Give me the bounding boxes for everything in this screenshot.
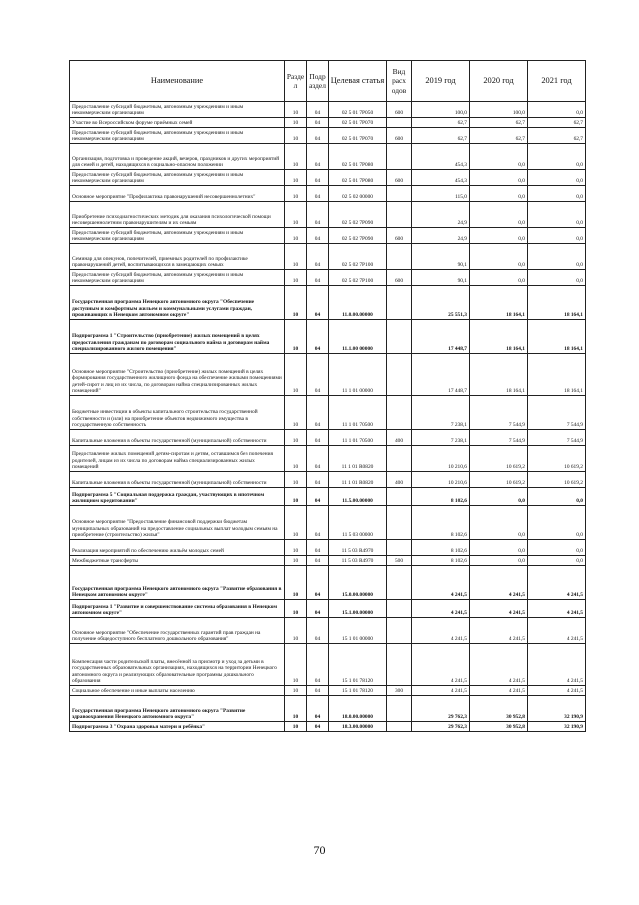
row-2019-cell: 29 762,3 (412, 696, 470, 722)
row-section-cell: 10 (285, 170, 307, 186)
row-expense-type-cell (387, 600, 412, 618)
row-target-article-cell: 02 5 02 7Р090 (329, 228, 387, 244)
row-2020-cell: 0,0 (470, 202, 528, 228)
row-subsection-cell: 04 (307, 644, 329, 686)
row-2021-cell: 32 190,9 (528, 722, 586, 732)
row-section-cell: 10 (285, 144, 307, 170)
row-target-article-cell: 11 1 01 70500 (329, 430, 387, 446)
row-target-article-cell: 11 5 03 00000 (329, 506, 387, 540)
row-name-cell: Организация, подготовка и проведение акций, вечеров, праздников и других мероприятий для семей и детей, находящихся в социально-опасном положении (70, 144, 285, 170)
row-2021-cell: 10 619,2 (528, 472, 586, 488)
row-2019-cell: 62,7 (412, 128, 470, 144)
row-2020-cell: 4 241,5 (470, 566, 528, 600)
row-target-article-cell: 11 1 01 70500 (329, 396, 387, 430)
row-2019-cell: 8 102,6 (412, 540, 470, 556)
row-2021-cell: 4 241,5 (528, 618, 586, 644)
row-2021-cell: 0,0 (528, 270, 586, 286)
row-target-article-cell: 02 5 02 7Р100 (329, 270, 387, 286)
row-expense-type-cell (387, 354, 412, 396)
row-target-article-cell: 15 1 01 78120 (329, 644, 387, 686)
row-name-cell: Государственная программа Ненецкого автономного округа "Обеспечение доступным и комфортным жильем и коммунальными услугами граждан, проживающих в Ненецком автономном округе" (70, 286, 285, 320)
table-row (70, 228, 586, 244)
row-expense-type-cell (387, 644, 412, 686)
table-row (70, 396, 586, 430)
header-target-article: Целевая статья (329, 61, 387, 102)
row-expense-type-cell (387, 446, 412, 472)
row-2019-cell: 29 762,3 (412, 722, 470, 732)
row-expense-type-cell: 400 (387, 472, 412, 488)
row-2019-cell: 17 448,7 (412, 354, 470, 396)
header-section: Разде л (285, 61, 307, 102)
row-name-cell: Компенсация части родительской платы, внесённой за присмотр и уход за детьми в государственных образовательных организациях, находящихся на территории Ненецкого автономного округа и реализующих образовательные программы дошкольного образования (70, 644, 285, 686)
row-target-article-cell: 18.0.00.00000 (329, 696, 387, 722)
row-name-cell: Предоставление жилых помещений детям-сиротам и детям, оставшимся без попечения родителей, лицам из их числа по договорам найма специализированных жилых помещений (70, 446, 285, 472)
row-target-article-cell: 02 5 02 7Р100 (329, 244, 387, 270)
row-subsection-cell: 04 (307, 540, 329, 556)
row-target-article-cell: 11 5 03 R4970 (329, 556, 387, 566)
row-section-cell: 10 (285, 540, 307, 556)
row-2021-cell: 0,0 (528, 186, 586, 202)
row-name-cell: Подпрограмма 5 "Социальная поддержка граждан, участвующих в ипотечном жилищном кредитовании" (70, 488, 285, 506)
row-target-article-cell: 02 5 02 7Р090 (329, 202, 387, 228)
row-target-article-cell: 11 1 01 R0820 (329, 472, 387, 488)
table-row (70, 102, 586, 118)
row-name-cell: Межбюджетные трансферты (70, 556, 285, 566)
row-name-cell: Подпрограмма 3 "Охрана здоровья матери и ребёнка" (70, 722, 285, 732)
row-name-cell: Участие во Всероссийском форуме приёмных семей (70, 118, 285, 128)
row-section-cell: 10 (285, 186, 307, 202)
row-subsection-cell: 04 (307, 144, 329, 170)
row-expense-type-cell: 500 (387, 556, 412, 566)
row-target-article-cell: 11.5.00.00000 (329, 488, 387, 506)
row-2020-cell: 0,0 (470, 506, 528, 540)
table-row (70, 118, 586, 128)
row-target-article-cell: 18.3.00.00000 (329, 722, 387, 732)
table-row (70, 488, 586, 506)
row-section-cell: 10 (285, 430, 307, 446)
row-2019-cell: 10 210,6 (412, 446, 470, 472)
row-section-cell: 10 (285, 696, 307, 722)
row-expense-type-cell: 300 (387, 686, 412, 696)
row-section-cell: 10 (285, 488, 307, 506)
row-subsection-cell: 04 (307, 170, 329, 186)
row-expense-type-cell: 400 (387, 430, 412, 446)
row-subsection-cell: 04 (307, 506, 329, 540)
row-2021-cell: 4 241,5 (528, 600, 586, 618)
row-2020-cell: 18 164,1 (470, 354, 528, 396)
table-row (70, 170, 586, 186)
header-2019: 2019 год (412, 61, 470, 102)
row-name-cell: Предоставление субсидий бюджетным, автономным учреждениям и иным некоммерческим организациям (70, 228, 285, 244)
row-section-cell: 10 (285, 644, 307, 686)
row-2020-cell: 4 241,5 (470, 618, 528, 644)
row-expense-type-cell (387, 286, 412, 320)
row-expense-type-cell: 600 (387, 128, 412, 144)
row-2021-cell: 18 164,1 (528, 354, 586, 396)
row-2019-cell: 4 241,5 (412, 618, 470, 644)
row-2019-cell: 4 241,5 (412, 600, 470, 618)
row-subsection-cell: 04 (307, 446, 329, 472)
row-2021-cell: 0,0 (528, 556, 586, 566)
row-2020-cell: 0,0 (470, 170, 528, 186)
row-2019-cell: 8 102,6 (412, 488, 470, 506)
row-name-cell: Капитальные вложения в объекты государственной (муниципальной) собственности (70, 430, 285, 446)
table-row (70, 144, 586, 170)
row-expense-type-cell (387, 696, 412, 722)
table-row (70, 286, 586, 320)
row-target-article-cell: 02 5 01 7Р080 (329, 170, 387, 186)
table-row (70, 556, 586, 566)
row-2019-cell: 4 241,5 (412, 686, 470, 696)
row-name-cell: Подпрограмма 1 "Строительство (приобретение) жилых помещений в целях предоставления гражданам по договорам социального найма и договорам найма специализированного жилого помещения" (70, 320, 285, 354)
row-subsection-cell: 04 (307, 228, 329, 244)
row-expense-type-cell (387, 396, 412, 430)
row-2021-cell: 4 241,5 (528, 566, 586, 600)
row-name-cell: Государственная программа Ненецкого автономного округа "Развитие здравоохранения Ненецкого автономного округа" (70, 696, 285, 722)
row-target-article-cell: 15 1 01 00000 (329, 618, 387, 644)
row-target-article-cell: 11 1 01 00000 (329, 354, 387, 396)
row-2020-cell: 4 241,5 (470, 686, 528, 696)
row-2020-cell: 30 952,8 (470, 722, 528, 732)
row-2021-cell: 18 164,1 (528, 286, 586, 320)
row-expense-type-cell (387, 618, 412, 644)
table-row (70, 540, 586, 556)
row-expense-type-cell: 600 (387, 270, 412, 286)
row-name-cell: Семинар для опекунов, попечителей, приемных родителей по профилактике правонарушений детей, воспитывающихся в замещающих семьях (70, 244, 285, 270)
row-name-cell: Бюджетные инвестиции в объекты капитального строительства государственной собственности и (или) на приобретение объектов недвижимого имущества в государственную собственность (70, 396, 285, 430)
row-2020-cell: 0,0 (470, 228, 528, 244)
row-2019-cell: 7 238,1 (412, 396, 470, 430)
row-2020-cell: 7 544,9 (470, 396, 528, 430)
row-2019-cell: 17 448,7 (412, 320, 470, 354)
header-expense-type: Вид расх одов (387, 61, 412, 102)
row-expense-type-cell (387, 506, 412, 540)
row-2020-cell: 0,0 (470, 270, 528, 286)
row-2021-cell: 0,0 (528, 144, 586, 170)
row-section-cell: 10 (285, 286, 307, 320)
row-name-cell: Приобретение психодиагностических методик для оказания психологической помощи несовершеннолетним правонарушителям и их семьям (70, 202, 285, 228)
row-2020-cell: 4 241,5 (470, 644, 528, 686)
row-subsection-cell: 04 (307, 696, 329, 722)
row-2020-cell: 0,0 (470, 144, 528, 170)
row-subsection-cell: 04 (307, 354, 329, 396)
row-target-article-cell: 11 5 03 R4970 (329, 540, 387, 556)
header-name: Наименование (70, 61, 285, 102)
table-row (70, 430, 586, 446)
table-row (70, 244, 586, 270)
row-expense-type-cell (387, 320, 412, 354)
page-number: 70 (313, 843, 326, 857)
table-row (70, 354, 586, 396)
row-2021-cell: 62,7 (528, 118, 586, 128)
row-subsection-cell: 04 (307, 186, 329, 202)
row-2020-cell: 100,0 (470, 102, 528, 118)
row-expense-type-cell (387, 540, 412, 556)
table-row (70, 566, 586, 600)
row-2020-cell: 30 952,8 (470, 696, 528, 722)
row-2021-cell: 10 619,2 (528, 446, 586, 472)
row-section-cell: 10 (285, 506, 307, 540)
row-subsection-cell: 04 (307, 430, 329, 446)
row-section-cell: 10 (285, 270, 307, 286)
row-2021-cell: 18 164,1 (528, 320, 586, 354)
row-section-cell: 10 (285, 446, 307, 472)
row-target-article-cell: 02 5 01 7Р050 (329, 102, 387, 118)
row-2019-cell: 8 102,6 (412, 506, 470, 540)
row-2021-cell: 0,0 (528, 540, 586, 556)
row-section-cell: 10 (285, 618, 307, 644)
row-2020-cell: 10 619,2 (470, 472, 528, 488)
row-subsection-cell: 04 (307, 618, 329, 644)
row-section-cell: 10 (285, 600, 307, 618)
table-row (70, 446, 586, 472)
table-row (70, 320, 586, 354)
row-section-cell: 10 (285, 396, 307, 430)
row-section-cell: 10 (285, 566, 307, 600)
table-row (70, 722, 586, 732)
row-2020-cell: 18 164,1 (470, 286, 528, 320)
row-expense-type-cell (387, 566, 412, 600)
budget-table (69, 60, 586, 732)
row-2021-cell: 0,0 (528, 170, 586, 186)
row-target-article-cell: 15 1 01 78120 (329, 686, 387, 696)
row-target-article-cell: 11.0.00.00000 (329, 286, 387, 320)
row-section-cell: 10 (285, 556, 307, 566)
row-2019-cell: 90,1 (412, 270, 470, 286)
row-subsection-cell: 04 (307, 722, 329, 732)
row-name-cell: Реализация мероприятий по обеспечению жильём молодых семей (70, 540, 285, 556)
row-2019-cell: 10 210,6 (412, 472, 470, 488)
row-target-article-cell: 02 5 02 00000 (329, 186, 387, 202)
row-2021-cell: 0,0 (528, 102, 586, 118)
row-name-cell: Предоставление субсидий бюджетным, автономным учреждениям и иным некоммерческим организациям (70, 128, 285, 144)
row-2021-cell: 32 190,9 (528, 696, 586, 722)
row-2020-cell: 62,7 (470, 128, 528, 144)
table-row (70, 696, 586, 722)
table-row (70, 186, 586, 202)
row-2021-cell: 0,0 (528, 488, 586, 506)
table-body (70, 102, 586, 732)
row-target-article-cell: 02 5 01 7Р080 (329, 144, 387, 170)
row-section-cell: 10 (285, 320, 307, 354)
row-expense-type-cell (387, 144, 412, 170)
row-section-cell: 10 (285, 128, 307, 144)
header-2021: 2021 год (528, 61, 586, 102)
row-subsection-cell: 04 (307, 396, 329, 430)
row-2019-cell: 4 241,5 (412, 644, 470, 686)
row-2019-cell: 90,1 (412, 244, 470, 270)
row-2020-cell: 4 241,5 (470, 600, 528, 618)
table-row (70, 644, 586, 686)
row-2019-cell: 24,9 (412, 202, 470, 228)
row-2020-cell: 62,7 (470, 118, 528, 128)
row-subsection-cell: 04 (307, 556, 329, 566)
table-row (70, 270, 586, 286)
table-row (70, 472, 586, 488)
row-subsection-cell: 04 (307, 472, 329, 488)
row-2020-cell: 18 164,1 (470, 320, 528, 354)
table-row (70, 618, 586, 644)
row-2019-cell: 454,3 (412, 170, 470, 186)
row-subsection-cell: 04 (307, 320, 329, 354)
row-section-cell: 10 (285, 686, 307, 696)
row-subsection-cell: 04 (307, 686, 329, 696)
row-subsection-cell: 04 (307, 600, 329, 618)
row-2019-cell: 62,7 (412, 118, 470, 128)
row-expense-type-cell: 600 (387, 102, 412, 118)
row-2020-cell: 0,0 (470, 488, 528, 506)
table-row (70, 202, 586, 228)
row-2019-cell: 24,9 (412, 228, 470, 244)
row-name-cell: Социальное обеспечение и иные выплаты населению (70, 686, 285, 696)
row-target-article-cell: 15.0.00.00000 (329, 566, 387, 600)
header-2020: 2020 год (470, 61, 528, 102)
row-2019-cell: 25 551,3 (412, 286, 470, 320)
row-section-cell: 10 (285, 118, 307, 128)
row-2021-cell: 7 544,9 (528, 430, 586, 446)
row-target-article-cell: 11 1 01 R0820 (329, 446, 387, 472)
row-2020-cell: 0,0 (470, 540, 528, 556)
row-name-cell: Предоставление субсидий бюджетным, автономным учреждениям и иным некоммерческим организациям (70, 170, 285, 186)
row-2020-cell: 0,0 (470, 186, 528, 202)
row-2021-cell: 62,7 (528, 128, 586, 144)
row-name-cell: Основное мероприятие "Обеспечение государственных гарантий прав граждан на получение общедоступного бесплатного дошкольного образования" (70, 618, 285, 644)
row-name-cell: Предоставление субсидий бюджетным, автономным учреждениям и иным некоммерческим организациям (70, 270, 285, 286)
row-2020-cell: 10 619,2 (470, 446, 528, 472)
row-subsection-cell: 04 (307, 270, 329, 286)
row-section-cell: 10 (285, 722, 307, 732)
table-row (70, 686, 586, 696)
row-expense-type-cell (387, 488, 412, 506)
row-section-cell: 10 (285, 228, 307, 244)
row-name-cell: Предоставление субсидий бюджетным, автономным учреждениям и иным некоммерческим организациям (70, 102, 285, 118)
row-name-cell: Основное мероприятие "Предоставление финансовой поддержки бюджетам муниципальных образований на предоставление социальных выплат молодым семьям на приобретение (строительство) жилья" (70, 506, 285, 540)
row-section-cell: 10 (285, 202, 307, 228)
row-name-cell: Основное мероприятие "Строительство (приобретение) жилых помещений в целях формирования государственного жилищного фонда на обеспечение жилыми помещениями детей-сирот и лиц из их числа, по договорам найма специализированных жилых помещений" (70, 354, 285, 396)
row-2019-cell: 7 238,1 (412, 430, 470, 446)
row-section-cell: 10 (285, 102, 307, 118)
table-row (70, 128, 586, 144)
row-target-article-cell: 15.1.00.00000 (329, 600, 387, 618)
row-2021-cell: 4 241,5 (528, 644, 586, 686)
row-target-article-cell: 02 5 01 7Р070 (329, 128, 387, 144)
row-subsection-cell: 04 (307, 118, 329, 128)
table-row (70, 600, 586, 618)
row-expense-type-cell (387, 244, 412, 270)
row-name-cell: Государственная программа Ненецкого автономного округа "Развитие образования в Ненецком автономном округе" (70, 566, 285, 600)
row-2019-cell: 115,0 (412, 186, 470, 202)
row-subsection-cell: 04 (307, 102, 329, 118)
row-subsection-cell: 04 (307, 566, 329, 600)
row-name-cell: Основное мероприятие "Профилактика правонарушений несовершеннолетних" (70, 186, 285, 202)
row-expense-type-cell (387, 202, 412, 228)
row-2020-cell: 0,0 (470, 244, 528, 270)
table-header-row (70, 61, 586, 102)
row-subsection-cell: 04 (307, 202, 329, 228)
header-subsection: Подр аздел (307, 61, 329, 102)
row-2020-cell: 0,0 (470, 556, 528, 566)
row-2021-cell: 4 241,5 (528, 686, 586, 696)
row-2019-cell: 8 102,6 (412, 556, 470, 566)
row-subsection-cell: 04 (307, 488, 329, 506)
row-section-cell: 10 (285, 472, 307, 488)
row-name-cell: Подпрограмма 1 "Развитие и совершенствование системы образования в Ненецком автономном округе" (70, 600, 285, 618)
row-name-cell: Капитальные вложения в объекты государственной (муниципальной) собственности (70, 472, 285, 488)
row-2021-cell: 7 544,9 (528, 396, 586, 430)
row-section-cell: 10 (285, 244, 307, 270)
row-2021-cell: 0,0 (528, 202, 586, 228)
row-subsection-cell: 04 (307, 128, 329, 144)
row-expense-type-cell (387, 118, 412, 128)
row-2020-cell: 7 544,9 (470, 430, 528, 446)
row-expense-type-cell (387, 186, 412, 202)
row-2021-cell: 0,0 (528, 228, 586, 244)
row-2019-cell: 100,0 (412, 102, 470, 118)
row-section-cell: 10 (285, 354, 307, 396)
table-row (70, 506, 586, 540)
row-target-article-cell: 02 5 01 7Р070 (329, 118, 387, 128)
row-expense-type-cell: 600 (387, 228, 412, 244)
row-subsection-cell: 04 (307, 286, 329, 320)
row-2019-cell: 454,3 (412, 144, 470, 170)
row-target-article-cell: 11.1.00 00000 (329, 320, 387, 354)
row-subsection-cell: 04 (307, 244, 329, 270)
row-expense-type-cell (387, 722, 412, 732)
row-2019-cell: 4 241,5 (412, 566, 470, 600)
row-expense-type-cell: 600 (387, 170, 412, 186)
row-2021-cell: 0,0 (528, 244, 586, 270)
row-2021-cell: 0,0 (528, 506, 586, 540)
